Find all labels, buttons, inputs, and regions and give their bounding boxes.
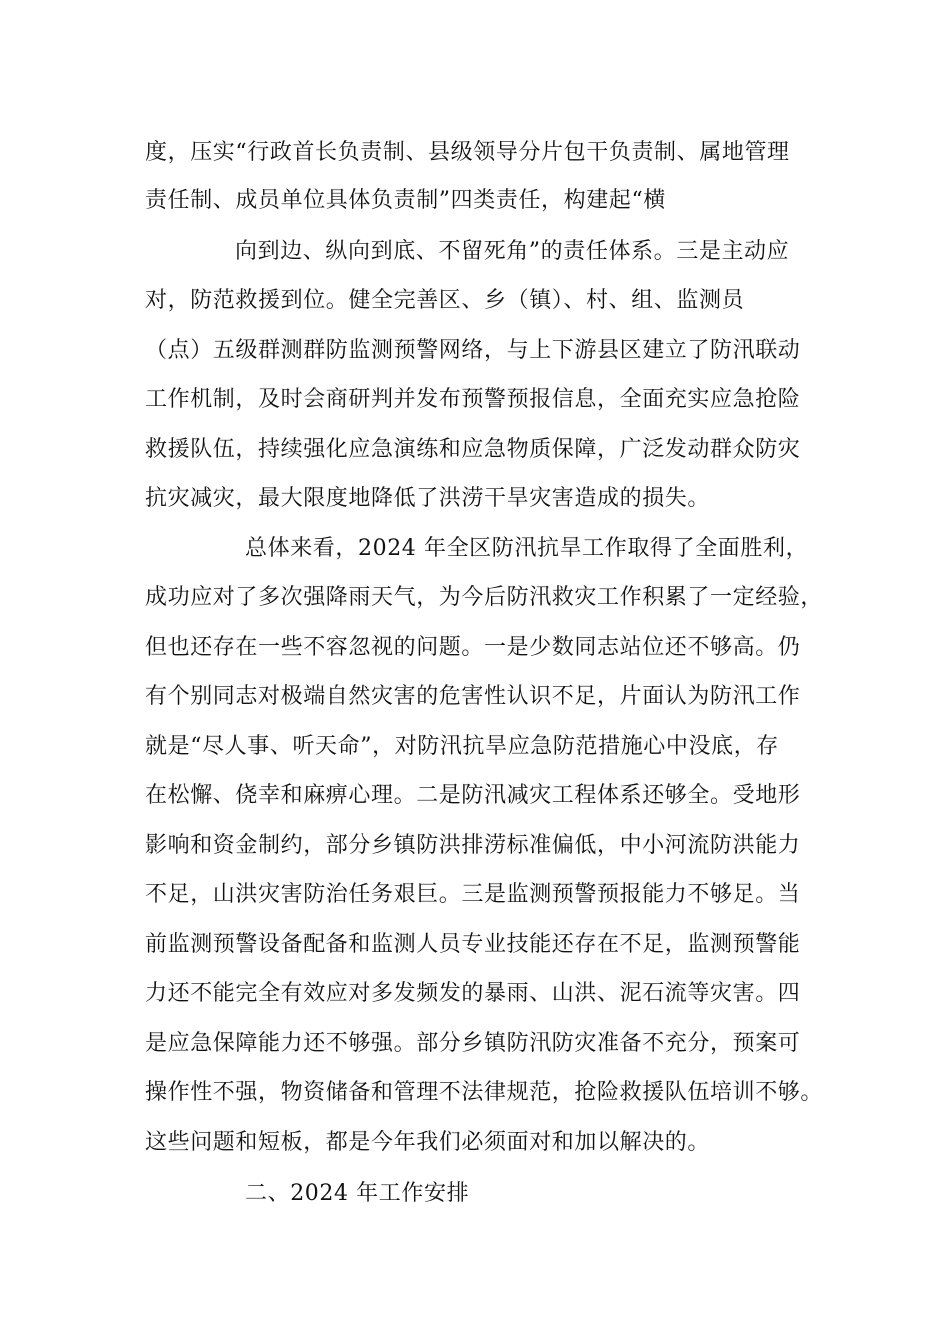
text-line: 有个别同志对极端自然灾害的危害性认识不足，片面认为防汛工作 bbox=[145, 684, 801, 709]
text-line: 抗灾减灾，最大限度地降低了洪涝干旱灾害造成的损失。 bbox=[145, 486, 711, 511]
text-line: 向到边、纵向到底、不留死角”的责任体系。三是主动应 bbox=[235, 239, 790, 264]
text-line: 但也还存在一些不容忽视的问题。一是少数同志站位还不够高。仍 bbox=[145, 635, 801, 660]
text-line: 度，压实“行政首长负责制、县级领导分片包干负责制、属地管理 bbox=[145, 140, 790, 165]
text-line: 成功应对了多次强降雨天气，为今后防汛救灾工作积累了一定经验， bbox=[145, 585, 824, 610]
text-line: 在松懈、侥幸和麻痹心理。二是防汛减灾工程体系还够全。受地形 bbox=[145, 783, 801, 808]
text-line: 就是“尽人事、听天命”，对防汛抗旱应急防范措施心中没底，存 bbox=[145, 734, 779, 759]
text-line: （点）五级群测群防监测预警网络，与上下游县区建立了防汛联动 bbox=[145, 338, 801, 363]
text-line: 影响和资金制约，部分乡镇防洪排涝标准偏低，中小河流防洪能力 bbox=[145, 833, 801, 858]
paragraph-start-line: 总体来看，2024 年全区防汛抗旱工作取得了全面胜利， bbox=[245, 536, 809, 561]
text-line: 力还不能完全有效应对多发频发的暴雨、山洪、泥石流等灾害。四 bbox=[145, 981, 801, 1006]
text-line: 救援队伍，持续强化应急演练和应急物质保障，广泛发动群众防灾 bbox=[145, 437, 801, 462]
text-line: 这些问题和短板，都是今年我们必须面对和加以解决的。 bbox=[145, 1130, 711, 1155]
text-line: 工作机制，及时会商研判并发布预警预报信息，全面充实应急抢险 bbox=[145, 387, 801, 412]
text-line: 前监测预警设备配备和监测人员专业技能还存在不足，监测预警能 bbox=[145, 932, 801, 957]
text-line: 是应急保障能力还不够强。部分乡镇防汛防灾准备不充分，预案可 bbox=[145, 1031, 801, 1056]
text-line: 不足，山洪灾害防治任务艰巨。三是监测预警预报能力不够足。当 bbox=[145, 882, 801, 907]
text-line: 对，防范救援到位。健全完善区、乡（镇）、村、组、监测员 bbox=[145, 288, 745, 313]
text-line: 责任制、成员单位具体负责制”四类责任，构建起“横 bbox=[145, 188, 666, 213]
section-heading: 二、2024 年工作安排 bbox=[245, 1181, 470, 1206]
text-line: 操作性不强，物资储备和管理不法律规范，抢险救援队伍培训不够。 bbox=[145, 1080, 824, 1105]
